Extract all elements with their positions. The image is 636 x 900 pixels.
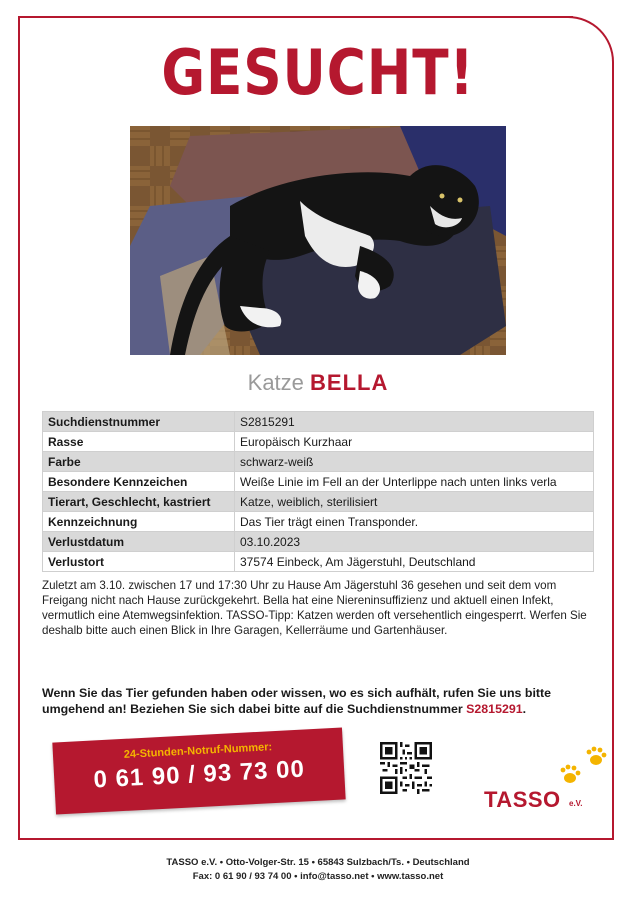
info-row [43, 532, 594, 552]
hotline-box [52, 727, 345, 814]
cat-photo [130, 126, 506, 355]
pet-name-heading [0, 370, 636, 396]
info-value: Weiße Linie im Fell an der Unterlippe nach unten links verla [235, 472, 594, 492]
info-value: Europäisch Kurzhaar [235, 432, 594, 452]
hotline-label: 24-Stunden-Notruf-Nummer: [123, 741, 273, 761]
info-value: schwarz-weiß [235, 452, 594, 472]
info-key: Kennzeichnung [43, 512, 235, 532]
footer-contact[interactable]: Fax: 0 61 90 / 93 74 00 • info@tasso.net • www.tasso.net [192, 871, 444, 882]
info-row [43, 472, 594, 492]
info-row [43, 512, 594, 532]
info-key: Suchdienstnummer [43, 412, 235, 432]
info-key: Tierart, Geschlecht, kastriert [43, 492, 235, 512]
info-key: Verlustort [43, 552, 235, 572]
pet-name: BELLA [310, 370, 389, 395]
info-table [42, 411, 594, 572]
hotline-phone[interactable]: 0 61 90 / 93 73 00 [92, 755, 306, 794]
footer-address: TASSO e.V. • Otto-Volger-Str. 15 • 65843 Sulzbach/Ts. • Deutschland [166, 857, 470, 868]
frame-left-line [18, 16, 20, 840]
info-row [43, 432, 594, 452]
paw-icon [561, 765, 581, 783]
qr-code-icon[interactable] [380, 742, 432, 794]
info-value: Katze, weiblich, sterilisiert [235, 492, 594, 512]
info-row [43, 492, 594, 512]
info-row [43, 412, 594, 432]
info-key: Verlustdatum [43, 532, 235, 552]
callout-text [42, 685, 602, 717]
info-value: 03.10.2023 [235, 532, 594, 552]
info-value: Das Tier trägt einen Transponder. [235, 512, 594, 532]
info-key: Besondere Kennzeichen [43, 472, 235, 492]
callout-message: Wenn Sie das Tier gefunden haben oder wissen, wo es sich aufhält, rufen Sie uns bitte umgehend an! Beziehen Sie sich dabei bitte auf die Suchdienstnummer [42, 686, 552, 716]
frame-top-line [18, 16, 573, 18]
logo-suffix: e.V. [569, 799, 583, 808]
info-row [43, 452, 594, 472]
info-key: Farbe [43, 452, 235, 472]
paw-icon-2 [587, 747, 607, 765]
poster-title: GESUCHT! [161, 36, 475, 109]
info-value: 37574 Einbeck, Am Jägerstuhl, Deutschland [235, 552, 594, 572]
callout-end: . [522, 702, 527, 716]
callout-search-number: S2815291 [466, 702, 523, 716]
info-value: S2815291 [235, 412, 594, 432]
info-key: Rasse [43, 432, 235, 452]
logo-name: TASSO [484, 787, 561, 812]
info-row [43, 552, 594, 572]
footer [0, 856, 636, 884]
description-text: Zuletzt am 3.10. zwischen 17 und 17:30 Uhr zu Hause Am Jägerstuhl 36 gesehen und seit dem vom Freigang nicht nach Hause zurückgekehrt. Bella hat eine Niereninsuffizienz und aktuell einen Infekt, vermutlich eine Atemwegsinfektion. TASSO-Tipp: Katzen werden oft versehentlich eingesperrt. Werfen Sie deshalb bitte auch einen Blick in Ihre Garagen, Kellerräume und Gartenhäuser. [42, 579, 587, 637]
pet-species: Katze [247, 370, 304, 395]
